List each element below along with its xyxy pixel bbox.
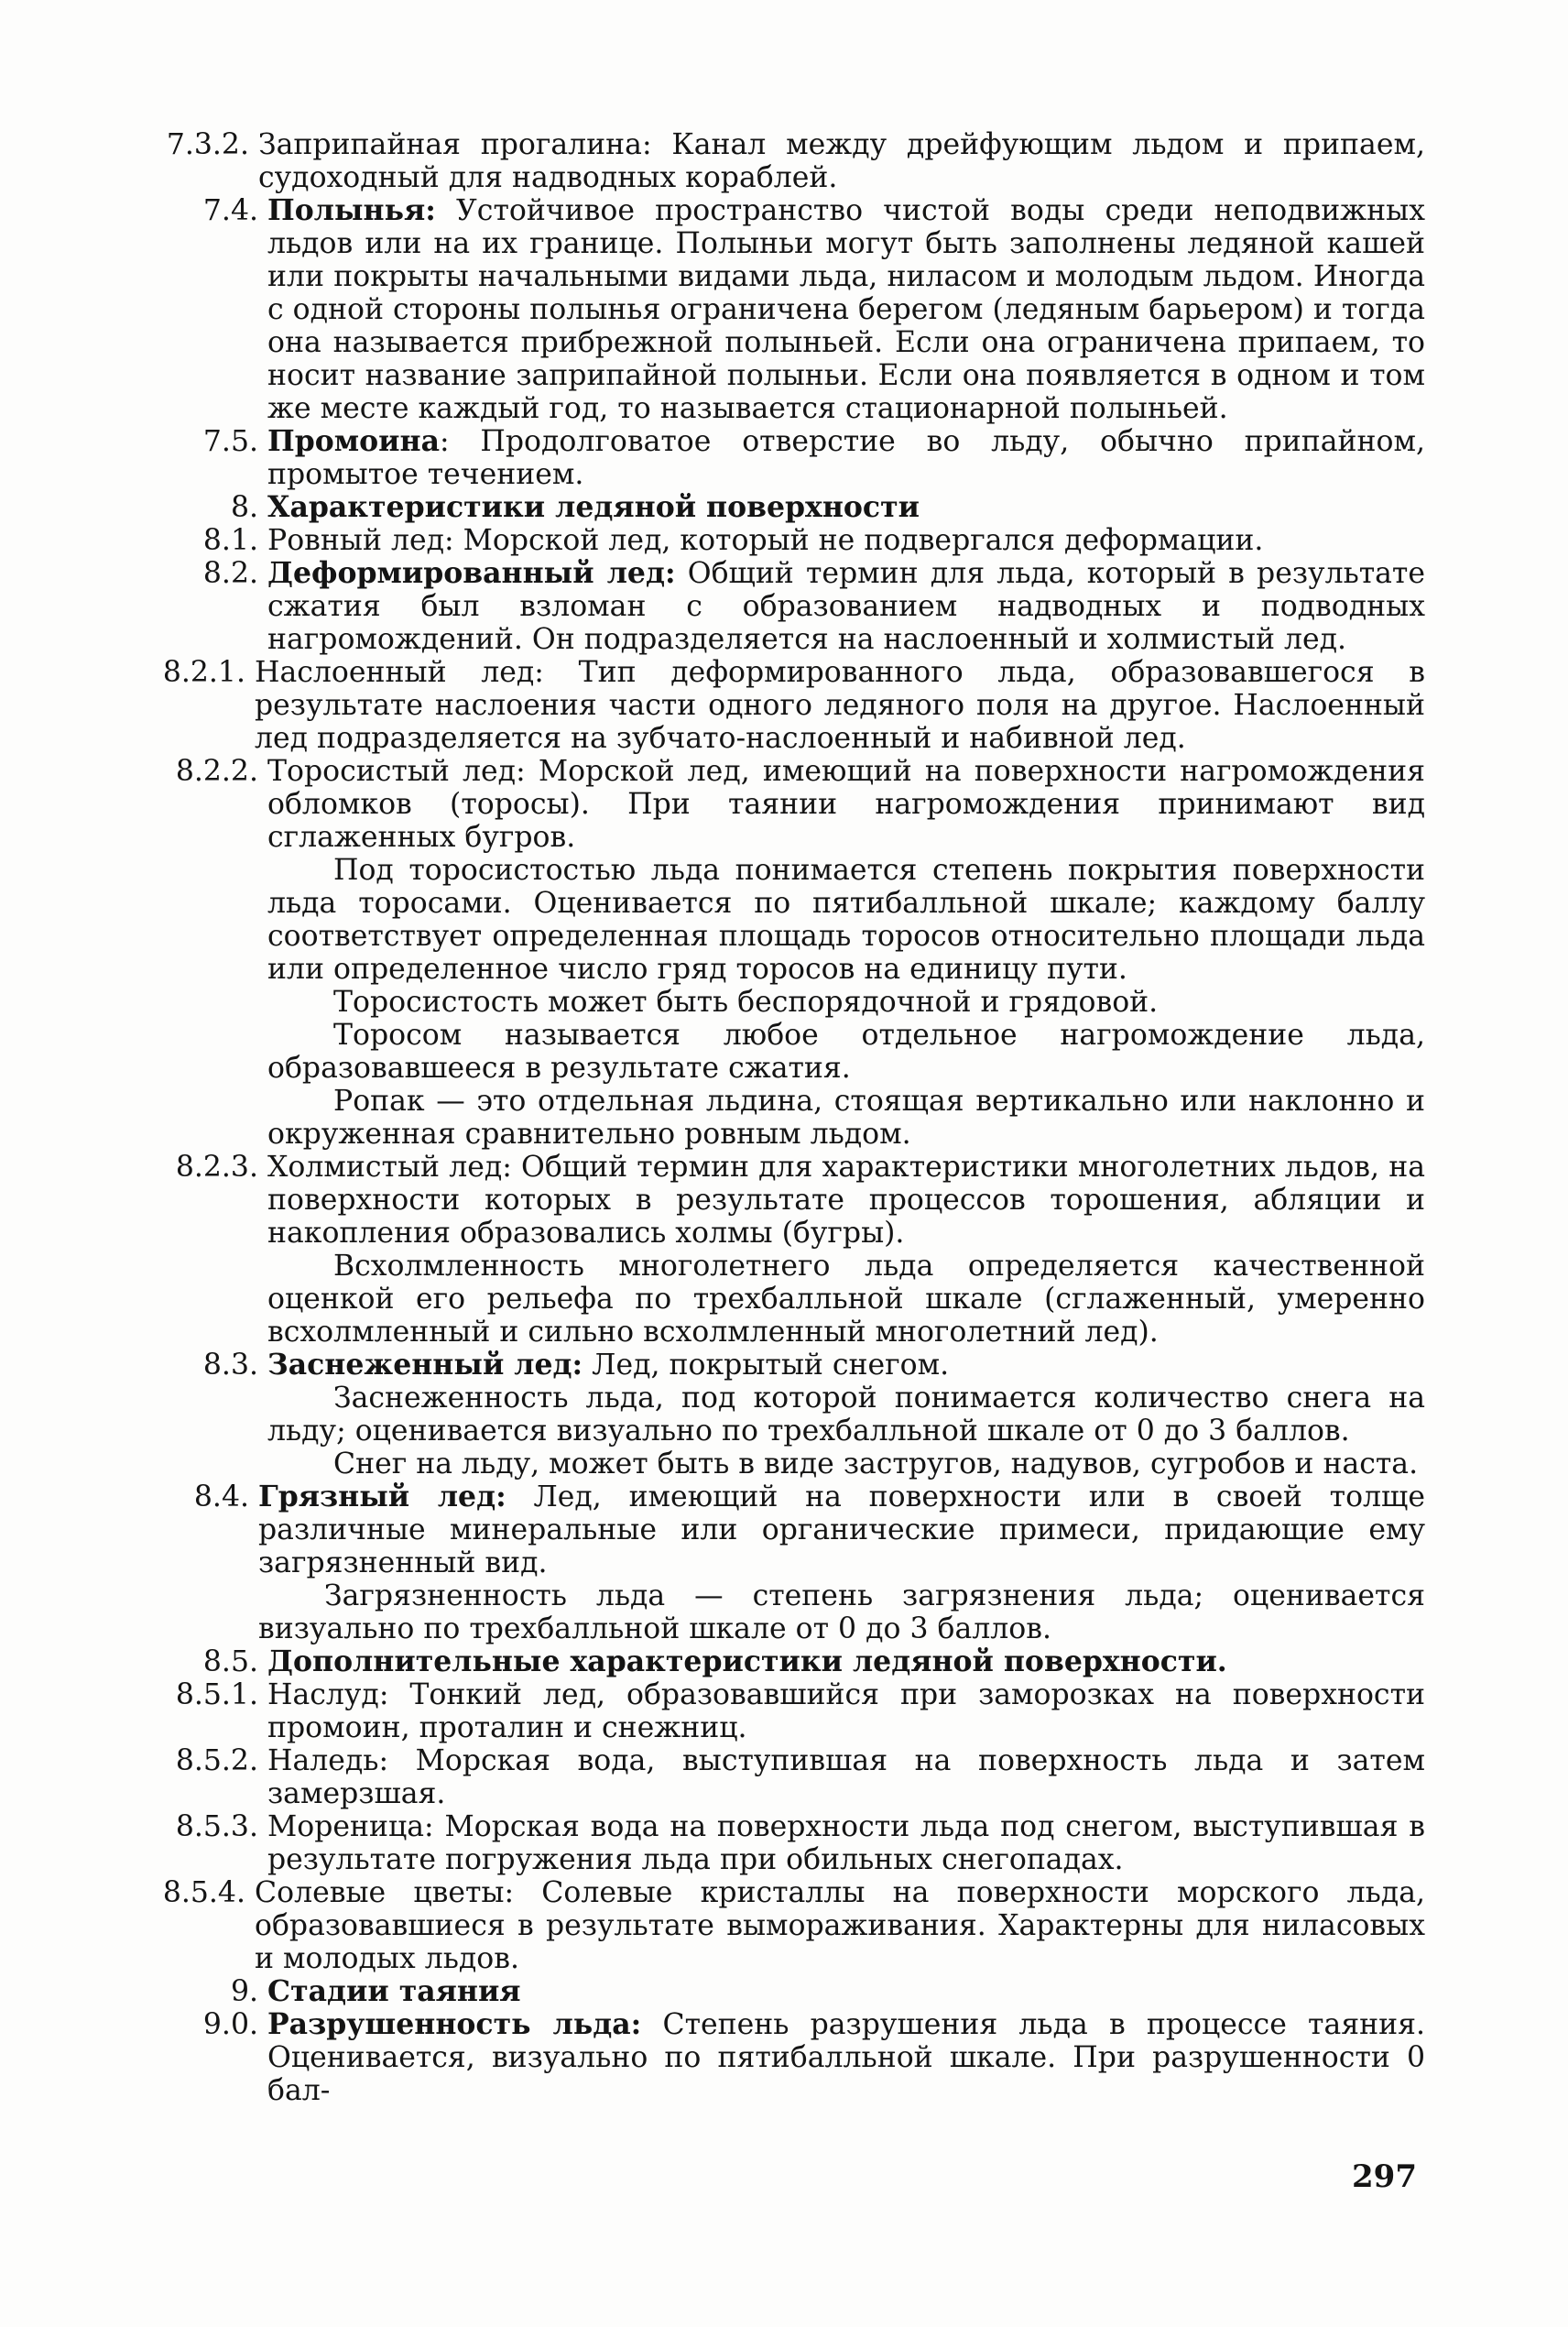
- entry-text: [258, 1480, 1425, 1645]
- entry-number: 8.2.1.: [162, 656, 245, 689]
- entry-body: Лед, покрытый снегом.: [583, 1349, 950, 1382]
- entry-body: Солевые цветы: Солевые кристаллы на поверхности морского льда, образовавшиеся в результате вымораживания. Характерны для ниласовых и молодых льдов.: [255, 1876, 1425, 1975]
- entry-body: Мореница: Морская вода на поверхности льда под снегом, выступившая в результате погружения льда при обильных снегопадах.: [267, 1810, 1425, 1876]
- entry-8-1: [147, 524, 1425, 557]
- entry-number: 8.5.4.: [162, 1876, 245, 1909]
- entry-body: Наслоенный лед: Тип деформированного льда, образовавшегося в результате наслоения части одного ледяного поля на другое. Наслоенный лед подразделяется на зубчато-наслоенный и набивной лед.: [255, 656, 1425, 755]
- entry-text: [267, 1810, 1425, 1876]
- entry-text: [267, 557, 1425, 656]
- entry-8-3: [147, 1349, 1425, 1480]
- paragraph: Всхолмленность многолетнего льда определяется качественной оценкой его рельефа по трехбалльной шкале (сглаженный, умеренно всхолмленный и сильно всхолмленный многолетний лед).: [267, 1250, 1425, 1349]
- entry-8-5-1: [147, 1678, 1425, 1744]
- entry-number: 8.5.3.: [175, 1810, 258, 1843]
- entry-number: 8.5.2.: [175, 1744, 258, 1777]
- entry-term: Грязный лед:: [258, 1480, 506, 1513]
- entry-body: Наслуд: Тонкий лед, образовавшийся при заморозках на поверхности промоин, проталин и снежниц.: [267, 1678, 1425, 1744]
- paragraph: Снег на льду, может быть в виде застругов, надувов, сугробов и наста.: [333, 1448, 1419, 1480]
- entry-text: [267, 1744, 1425, 1810]
- entry-number: 8.2.2.: [175, 755, 258, 788]
- entry-text: [267, 524, 1425, 557]
- entry-term: Полынья:: [267, 193, 436, 227]
- entry-text: [267, 1678, 1425, 1744]
- entry-text: [267, 194, 1425, 425]
- section-title: Характеристики ледяной поверхности: [267, 490, 920, 524]
- entry-text: [267, 1151, 1425, 1349]
- entry-term: Разрушенность льда:: [267, 2007, 642, 2041]
- entry-text: [267, 755, 1425, 1151]
- entry-text: [267, 2008, 1425, 2107]
- entry-body: Наледь: Морская вода, выступившая на поверхность льда и затем замерзшая.: [267, 1744, 1425, 1810]
- entry-term: Заснеженный лед:: [267, 1348, 583, 1382]
- paragraph: Загрязненность льда — степень загрязнения льда; оценивается визуально по трехбалльной шкале от 0 до 3 баллов.: [258, 1579, 1425, 1645]
- entry-7-5: [147, 425, 1425, 491]
- entry-body: Лед, имеющий на поверхности или в своей толще различные минеральные или органические примеси, придающие ему загрязненный вид.: [258, 1480, 1425, 1579]
- entry-body: Торосистый лед: Морской лед, имеющий на поверхности нагромождения обломков (торосы). При таянии нагромождения принимают вид сглаженных бугров.: [267, 755, 1425, 854]
- entry-number: 7.3.2.: [166, 128, 249, 161]
- entry-term: Промоина: [267, 424, 440, 458]
- paragraph: Торосом называется любое отдельное нагромождение льда, образовавшееся в результате сжатия.: [267, 1019, 1425, 1085]
- entry-number: 8.2.3.: [175, 1151, 258, 1184]
- entry-text: [255, 656, 1425, 755]
- entry-8-2: [147, 557, 1425, 656]
- entry-number: 8.5.: [202, 1645, 258, 1678]
- paragraph: Торосистость может быть беспорядочной и грядовой.: [333, 986, 1159, 1019]
- section-8-heading: [147, 491, 1425, 524]
- entry-8-5-2: [147, 1744, 1425, 1810]
- entry-body: Устойчивое пространство чистой воды среди неподвижных льдов или на их границе. Полыньи могут быть заполнены ледяной кашей или покрыты начальными видами льда, ниласом и молодым льдом. Иногда с одной стороны полынья ограничена берегом (ледяным барьером) и тогда она называется прибрежной полыньей. Если она ограничена припаем, то носит название заприпайной полыньи. Если она появляется в одном и том же месте каждый год, то называется стационарной полыньей.: [267, 194, 1425, 425]
- entry-text: [255, 1876, 1425, 1975]
- entry-8-5-4: [147, 1876, 1425, 1975]
- entry-number: 9.: [230, 1975, 258, 2008]
- entry-8-4: [147, 1480, 1425, 1645]
- entry-number: 7.5.: [202, 425, 258, 458]
- entry-body: Ровный лед: Морской лед, который не подвергался деформации.: [267, 524, 1264, 557]
- entry-8-2-2: [147, 755, 1425, 1151]
- page-number: 297: [1352, 2158, 1417, 2195]
- entry-body: Степень разрушения льда в процессе таяния. Оценивается, визуально по пятибалльной шкале. При разрушенности 0 бал-: [267, 2008, 1425, 2107]
- entry-term: Деформированный лед:: [267, 556, 676, 590]
- entry-9-0: [147, 2008, 1425, 2107]
- entry-7-3-2: [147, 128, 1425, 194]
- page-content: [147, 128, 1425, 2107]
- entry-8-2-3: [147, 1151, 1425, 1349]
- section-9-heading: [147, 1975, 1425, 2008]
- entry-text: [267, 1975, 1425, 2008]
- entry-number: 8.2.: [202, 557, 258, 590]
- entry-text: [267, 491, 1425, 524]
- section-title: Стадии таяния: [267, 1974, 521, 2008]
- entry-number: 8.3.: [202, 1349, 258, 1382]
- entry-number: 8.4.: [193, 1480, 249, 1513]
- entry-body: Заприпайная прогалина: Канал между дрейфующим льдом и припаем, судоходный для надводных кораблей.: [258, 128, 1425, 194]
- entry-8-5-3: [147, 1810, 1425, 1876]
- entry-text: [267, 1645, 1425, 1678]
- paragraph: Под торосистостью льда понимается степень покрытия поверхности льда торосами. Оценивается по пятибалльной шкале; каждому баллу соответствует определенная площадь торосов относительно площади льда или определенное число гряд торосов на единицу пути.: [267, 854, 1425, 986]
- entry-number: 8.5.1.: [175, 1678, 258, 1711]
- entry-text: [267, 425, 1425, 491]
- entry-body: Холмистый лед: Общий термин для характеристики многолетних льдов, на поверхности которых в результате процессов торошения, абляции и накопления образовались холмы (бугры).: [267, 1151, 1425, 1250]
- entry-8-2-1: [147, 656, 1425, 755]
- entry-7-4: [147, 194, 1425, 425]
- entry-number: 9.0.: [202, 2008, 258, 2041]
- paragraph: Ропак — это отдельная льдина, стоящая вертикально или наклонно и окруженная сравнительно ровным льдом.: [267, 1085, 1425, 1151]
- entry-text: [267, 1349, 1425, 1480]
- entry-number: 7.4.: [202, 194, 258, 227]
- paragraph: Заснеженность льда, под которой понимается количество снега на льду; оценивается визуально по трехбалльной шкале от 0 до 3 баллов.: [267, 1382, 1425, 1448]
- entry-term: Дополнительные характеристики ледяной поверхности.: [267, 1644, 1227, 1678]
- entry-text: [258, 128, 1425, 194]
- entry-8-5: [147, 1645, 1425, 1678]
- entry-number: 8.: [230, 491, 258, 524]
- entry-number: 8.1.: [202, 524, 258, 557]
- entry-body: Общий термин для льда, который в результате сжатия был взломан с образованием надводных и подводных нагромождений. Он подразделяется на наслоенный и холмистый лед.: [267, 557, 1426, 656]
- entry-body: : Продолговатое отверстие во льду, обычно припайном, промытое течением.: [267, 425, 1425, 491]
